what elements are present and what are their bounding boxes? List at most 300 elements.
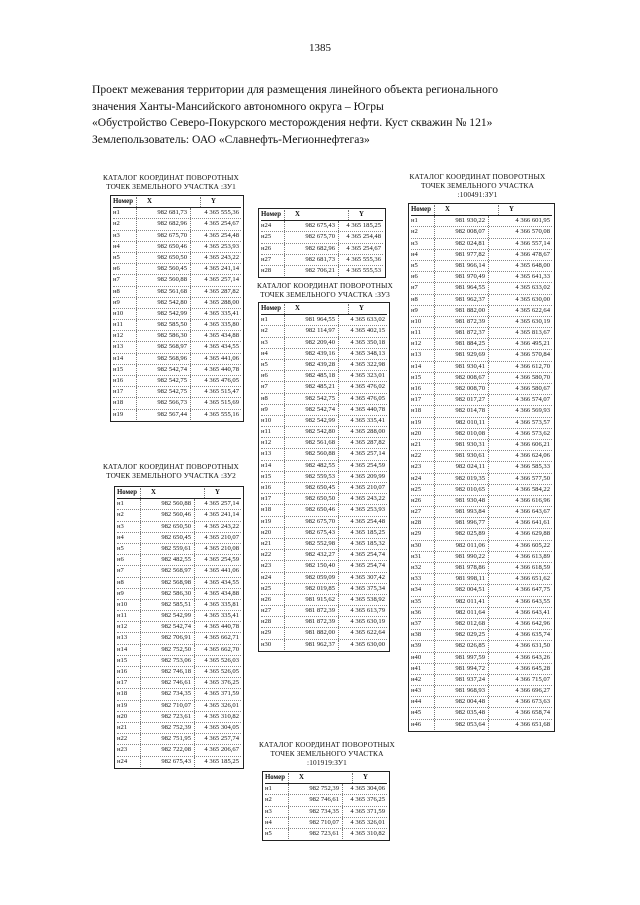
table-row: [411, 630, 552, 641]
point-number: н13: [113, 343, 124, 351]
y-coordinate: 4 365 441,06: [194, 566, 241, 576]
point-number: н26: [261, 244, 272, 252]
catalog-zu2: [92, 462, 250, 769]
point-number: н10: [117, 600, 128, 608]
x-coordinate: 982 568,96: [136, 354, 190, 364]
x-coordinate: 981 929,69: [434, 350, 488, 360]
table-row: [113, 264, 241, 275]
x-coordinate: 981 915,62: [284, 595, 338, 605]
x-coordinate: 981 996,77: [434, 518, 488, 528]
table-row: [411, 619, 552, 630]
table-row: [113, 410, 241, 420]
table-row: [411, 518, 552, 529]
y-coordinate: 4 365 555,16: [190, 410, 241, 420]
x-coordinate: 981 882,00: [434, 306, 488, 316]
y-coordinate: 4 365 630,19: [338, 617, 387, 627]
point-number: н12: [411, 340, 422, 348]
y-coordinate: 4 365 322,98: [338, 360, 387, 370]
y-coordinate: 4 365 376,25: [342, 795, 387, 805]
catalog-caption: КАТАЛОГ КООРДИНАТ ПОВОРОТНЫХ ТОЧЕК ЗЕМЕЛЬНОГО УЧАСТКА :ЗУ1: [103, 173, 239, 191]
table-row: [261, 573, 387, 584]
table-row: [113, 287, 241, 298]
x-coordinate: 982 542,80: [136, 298, 190, 308]
table-row: [411, 597, 552, 608]
point-number: н2: [265, 796, 272, 804]
table-row: [411, 462, 552, 473]
x-coordinate: 982 485,18: [284, 371, 338, 381]
table-header-row: [265, 773, 387, 784]
point-number: н18: [411, 407, 422, 415]
table-row: [411, 496, 552, 507]
table-row: [261, 584, 387, 595]
x-coordinate: 982 746,18: [140, 667, 194, 677]
y-coordinate: 4 365 440,78: [338, 405, 387, 415]
y-coordinate: 4 365 210,07: [194, 533, 241, 543]
table-row: [261, 617, 387, 628]
point-number: н34: [411, 586, 422, 594]
point-number: н12: [261, 439, 272, 447]
table-row: [117, 633, 241, 644]
table-row: [261, 517, 387, 528]
table-row: [411, 440, 552, 451]
table-row: [261, 472, 387, 483]
x-coordinate: 982 710,07: [140, 701, 194, 711]
column-header: Y: [204, 488, 241, 498]
point-number: н14: [117, 645, 128, 653]
x-coordinate: 982 682,96: [284, 244, 338, 254]
table-row: [113, 398, 241, 409]
point-number: н26: [411, 496, 422, 504]
x-coordinate: 982 675,43: [284, 221, 338, 231]
x-coordinate: 982 560,46: [140, 510, 194, 520]
column-header: Номер: [261, 305, 281, 312]
y-coordinate: 4 365 335,41: [194, 611, 241, 621]
point-number: н15: [411, 373, 422, 381]
point-number: н12: [117, 623, 128, 631]
y-coordinate: 4 365 185,25: [338, 221, 383, 231]
y-coordinate: 4 365 476,02: [338, 382, 387, 392]
table-header-row: [261, 210, 383, 221]
y-coordinate: 4 366 573,62: [488, 429, 552, 439]
y-coordinate: 4 365 555,36: [190, 208, 241, 218]
x-coordinate: 982 010,11: [434, 418, 488, 428]
y-coordinate: 4 366 624,06: [488, 451, 552, 461]
table-row: [113, 354, 241, 365]
y-coordinate: 4 365 254,67: [190, 219, 241, 229]
catalog-caption: КАТАЛОГ КООРДИНАТ ПОВОРОТНЫХ ТОЧЕК ЗЕМЕЛЬНОГО УЧАСТКА :100491:ЗУ1: [409, 172, 546, 199]
point-number: н15: [261, 472, 272, 480]
y-coordinate: 4 365 288,00: [190, 298, 241, 308]
table-row: [113, 387, 241, 398]
header-line-1: Проект межевания территории для размещения линейного объекта регионального: [92, 83, 499, 96]
x-coordinate: 982 586,30: [140, 589, 194, 599]
y-coordinate: 4 366 605,22: [488, 541, 552, 551]
table-row: [411, 350, 552, 361]
y-coordinate: 4 365 253,93: [338, 505, 387, 515]
point-number: н3: [113, 231, 120, 239]
coordinate-table: [258, 302, 390, 652]
table-row: [113, 331, 241, 342]
y-coordinate: 4 365 209,99: [338, 472, 387, 482]
x-coordinate: 982 439,16: [284, 349, 338, 359]
y-coordinate: 4 365 310,82: [194, 712, 241, 722]
point-number: н20: [117, 712, 128, 720]
x-coordinate: 981 964,55: [434, 283, 488, 293]
point-number: н4: [411, 250, 418, 258]
table-row: [411, 373, 552, 384]
table-row: [117, 645, 241, 656]
y-coordinate: 4 366 478,67: [488, 250, 552, 260]
point-number: н32: [411, 564, 422, 571]
y-coordinate: 4 365 434,88: [190, 331, 241, 341]
point-number: н10: [261, 416, 272, 424]
table-row: [411, 608, 552, 619]
table-row: [261, 628, 387, 639]
table-row: [411, 507, 552, 518]
table-row: [411, 239, 552, 250]
table-row: [117, 566, 241, 577]
y-coordinate: 4 365 371,59: [342, 807, 387, 817]
table-row: [411, 283, 552, 294]
table-row: [261, 461, 387, 472]
x-coordinate: 981 994,72: [434, 664, 488, 674]
y-coordinate: 4 365 287,82: [338, 438, 387, 448]
table-row: [411, 552, 552, 563]
table-row: [411, 451, 552, 462]
point-number: н11: [261, 428, 271, 436]
y-coordinate: 4 366 643,26: [488, 653, 552, 663]
point-number: н22: [261, 551, 272, 559]
x-coordinate: 982 542,75: [136, 387, 190, 397]
table-row: [113, 309, 241, 320]
table-row: [411, 395, 552, 406]
y-coordinate: 4 365 335,41: [338, 416, 387, 426]
y-coordinate: 4 365 254,74: [338, 550, 387, 560]
x-coordinate: 981 970,49: [434, 272, 488, 282]
table-row: [261, 394, 387, 405]
point-number: н8: [411, 295, 418, 303]
point-number: н30: [411, 541, 422, 549]
y-coordinate: 4 366 642,96: [488, 619, 552, 629]
point-number: н14: [261, 461, 272, 469]
x-coordinate: 982 552,98: [284, 539, 338, 549]
x-coordinate: 982 682,96: [136, 219, 190, 229]
y-coordinate: 4 365 434,55: [190, 342, 241, 352]
column-header: Y: [498, 205, 552, 215]
table-row: [113, 231, 241, 242]
y-coordinate: 4 366 696,27: [488, 686, 552, 696]
x-coordinate: 981 937,24: [434, 675, 488, 685]
x-coordinate: 981 997,59: [434, 653, 488, 663]
point-number: н42: [411, 675, 422, 683]
point-number: н1: [265, 785, 272, 793]
point-number: н3: [261, 338, 268, 346]
y-coordinate: 4 366 631,50: [488, 641, 552, 651]
x-coordinate: 982 650,46: [136, 242, 190, 252]
table-row: [411, 686, 552, 697]
table-row: [261, 427, 387, 438]
y-coordinate: 4 366 606,21: [488, 440, 552, 450]
table-row: [117, 723, 241, 734]
point-number: н7: [117, 567, 124, 575]
point-number: н17: [411, 396, 422, 404]
x-coordinate: 982 542,99: [140, 611, 194, 621]
y-coordinate: 4 365 241,14: [190, 264, 241, 274]
point-number: н5: [117, 544, 124, 552]
point-number: н9: [261, 405, 268, 413]
point-number: н5: [261, 360, 268, 368]
point-number: н24: [261, 222, 272, 230]
y-coordinate: 4 366 495,21: [488, 339, 552, 349]
x-coordinate: 981 930,31: [434, 440, 488, 450]
table-row: [411, 317, 552, 328]
table-row: [411, 641, 552, 652]
x-coordinate: 981 872,39: [434, 317, 488, 327]
table-row: [411, 216, 552, 227]
point-number: н3: [117, 522, 124, 530]
point-number: н29: [261, 629, 272, 637]
y-coordinate: 4 365 476,05: [190, 376, 241, 386]
y-coordinate: 4 365 440,78: [190, 365, 241, 375]
point-number: н38: [411, 631, 422, 639]
y-coordinate: 4 365 335,81: [194, 600, 241, 610]
point-number: н11: [117, 612, 127, 620]
header-line-3: «Обустройство Северо-Покурского месторождения нефти. Куст скважин № 121»: [92, 116, 493, 129]
table-row: [117, 734, 241, 745]
y-coordinate: 4 365 630,00: [338, 640, 387, 650]
column-header: X: [284, 304, 348, 314]
x-coordinate: 982 542,99: [284, 416, 338, 426]
x-coordinate: 982 675,43: [284, 528, 338, 538]
y-coordinate: 4 365 243,22: [190, 253, 241, 263]
point-number: н9: [411, 306, 418, 314]
point-number: н28: [261, 618, 272, 626]
point-number: н20: [261, 528, 272, 536]
point-number: н25: [261, 584, 272, 592]
y-coordinate: 4 365 243,22: [194, 522, 241, 532]
table-row: [117, 678, 241, 689]
point-number: н10: [411, 317, 422, 325]
x-coordinate: 982 008,07: [434, 227, 488, 237]
y-coordinate: 4 366 645,28: [488, 664, 552, 674]
table-row: [261, 539, 387, 550]
table-row: [411, 339, 552, 350]
point-number: н41: [411, 664, 422, 672]
point-number: н12: [113, 332, 124, 340]
y-coordinate: 4 365 371,59: [194, 689, 241, 699]
table-row: [411, 272, 552, 283]
x-coordinate: 982 681,73: [136, 208, 190, 218]
y-coordinate: 4 365 440,78: [194, 622, 241, 632]
table-row: [265, 807, 387, 818]
catalog-101919-zu1: [246, 740, 408, 841]
y-coordinate: 4 365 241,14: [194, 510, 241, 520]
y-coordinate: 4 365 376,25: [194, 678, 241, 688]
x-coordinate: 982 542,75: [136, 376, 190, 386]
y-coordinate: 4 365 348,13: [338, 349, 387, 359]
point-number: н6: [411, 273, 418, 281]
table-row: [411, 250, 552, 261]
catalog-caption: КАТАЛОГ КООРДИНАТ ПОВОРОТНЫХ ТОЧЕК ЗЕМЕЛЬНОГО УЧАСТКА :101919:ЗУ1: [259, 740, 395, 767]
table-row: [411, 295, 552, 306]
table-row: [261, 449, 387, 460]
table-row: [411, 474, 552, 485]
x-coordinate: 982 035,48: [434, 708, 488, 718]
table-row: [411, 227, 552, 238]
table-row: [261, 505, 387, 516]
y-coordinate: 4 365 402,15: [338, 326, 387, 336]
y-coordinate: 4 366 573,57: [488, 418, 552, 428]
x-coordinate: 982 560,88: [284, 449, 338, 459]
table-row: [113, 208, 241, 219]
y-coordinate: 4 365 304,06: [342, 784, 387, 794]
coordinate-table: [258, 208, 386, 278]
x-coordinate: 982 542,74: [284, 405, 338, 415]
x-coordinate: 982 568,98: [140, 578, 194, 588]
point-number: н16: [117, 668, 128, 675]
point-number: н8: [261, 394, 268, 402]
catalog-caption: КАТАЛОГ КООРДИНАТ ПОВОРОТНЫХ ТОЧЕК ЗЕМЕЛЬНОГО УЧАСТКА :ЗУ2: [103, 462, 239, 480]
point-number: н17: [261, 495, 272, 503]
header-line-2: значения Ханты-Мансийского автономного округа – Югры: [92, 99, 384, 113]
x-coordinate: 981 930,48: [434, 496, 488, 506]
x-coordinate: 981 993,84: [434, 507, 488, 517]
point-number: н8: [113, 287, 120, 295]
point-number: н19: [117, 701, 128, 709]
point-number: н26: [261, 595, 272, 603]
x-coordinate: 981 872,39: [284, 617, 338, 627]
x-coordinate: 982 586,30: [136, 331, 190, 341]
x-coordinate: 982 650,45: [284, 483, 338, 493]
point-number: н1: [113, 209, 120, 217]
table-row: [411, 485, 552, 496]
point-number: н46: [411, 720, 422, 728]
table-row: [117, 667, 241, 678]
x-coordinate: 982 059,09: [284, 573, 338, 583]
point-number: н45: [411, 709, 422, 717]
y-coordinate: 4 365 633,02: [338, 315, 387, 325]
x-coordinate: 982 019,85: [284, 584, 338, 594]
x-coordinate: 982 011,06: [434, 541, 488, 551]
point-number: н4: [261, 349, 268, 357]
coordinate-table: [262, 771, 390, 841]
point-number: н18: [113, 399, 124, 407]
x-coordinate: 982 029,25: [434, 630, 488, 640]
point-number: н3: [411, 239, 418, 247]
y-coordinate: 4 365 287,82: [190, 287, 241, 297]
point-number: н9: [117, 589, 124, 597]
x-coordinate: 982 675,70: [284, 232, 338, 242]
point-number: н23: [261, 562, 272, 570]
x-coordinate: 982 566,73: [136, 398, 190, 408]
y-coordinate: 4 365 254,59: [194, 555, 241, 565]
x-coordinate: 982 114,97: [284, 326, 338, 336]
point-number: н30: [261, 640, 272, 648]
table-row: [261, 232, 383, 243]
y-coordinate: 4 365 206,67: [194, 745, 241, 755]
x-coordinate: 982 008,70: [434, 384, 488, 394]
table-row: [411, 664, 552, 675]
table-header-row: [411, 205, 552, 216]
x-coordinate: 981 872,39: [284, 606, 338, 616]
point-number: н25: [411, 485, 422, 493]
point-number: н19: [113, 410, 124, 418]
x-coordinate: 982 723,61: [140, 712, 194, 722]
x-coordinate: 982 542,80: [284, 427, 338, 437]
y-coordinate: 4 365 243,22: [338, 494, 387, 504]
table-row: [261, 349, 387, 360]
table-row: [411, 328, 552, 339]
table-row: [113, 253, 241, 264]
x-coordinate: 982 675,43: [140, 757, 194, 767]
y-coordinate: 4 365 434,88: [194, 589, 241, 599]
point-number: н11: [411, 329, 421, 337]
table-row: [261, 494, 387, 505]
point-number: н24: [261, 573, 272, 581]
table-row: [265, 818, 387, 829]
point-number: н2: [411, 228, 418, 236]
point-number: н3: [265, 807, 272, 815]
point-number: н4: [117, 533, 124, 541]
x-coordinate: 982 650,45: [140, 533, 194, 543]
y-coordinate: 4 365 538,92: [338, 595, 387, 605]
y-coordinate: 4 366 613,89: [488, 552, 552, 562]
table-row: [261, 528, 387, 539]
table-row: [261, 382, 387, 393]
y-coordinate: 4 365 613,79: [338, 606, 387, 616]
y-coordinate: 4 365 257,14: [338, 449, 387, 459]
x-coordinate: 982 150,40: [284, 561, 338, 571]
point-number: н23: [117, 746, 128, 754]
x-coordinate: 982 650,50: [136, 253, 190, 263]
x-coordinate: 981 998,11: [434, 574, 488, 584]
table-row: [113, 298, 241, 309]
table-row: [113, 365, 241, 376]
table-row: [411, 585, 552, 596]
y-coordinate: 4 365 185,25: [194, 757, 241, 767]
x-coordinate: 982 017,27: [434, 395, 488, 405]
point-number: н27: [411, 508, 422, 516]
point-number: н16: [113, 377, 124, 384]
table-row: [411, 697, 552, 708]
point-number: н18: [261, 506, 272, 514]
y-coordinate: 4 366 715,07: [488, 675, 552, 685]
table-row: [113, 219, 241, 230]
y-coordinate: 4 365 622,64: [488, 306, 552, 316]
table-row: [117, 499, 241, 510]
y-coordinate: 4 365 641,33: [488, 272, 552, 282]
column-header: Номер: [411, 206, 431, 213]
table-row: [261, 266, 383, 276]
x-coordinate: 982 568,97: [140, 566, 194, 576]
y-coordinate: 4 365 185,32: [338, 539, 387, 549]
page-number: 1385: [309, 42, 331, 54]
table-row: [261, 338, 387, 349]
table-row: [117, 544, 241, 555]
table-header-row: [261, 304, 387, 315]
y-coordinate: 4 365 630,19: [488, 317, 552, 327]
table-row: [411, 384, 552, 395]
x-coordinate: 982 675,70: [284, 517, 338, 527]
table-row: [261, 561, 387, 572]
point-number: н7: [113, 276, 120, 284]
point-number: н6: [113, 265, 120, 273]
y-coordinate: 4 365 622,64: [338, 628, 387, 638]
point-number: н7: [261, 383, 268, 391]
x-coordinate: 982 650,50: [284, 494, 338, 504]
x-coordinate: 982 734,35: [140, 689, 194, 699]
table-row: [113, 320, 241, 331]
